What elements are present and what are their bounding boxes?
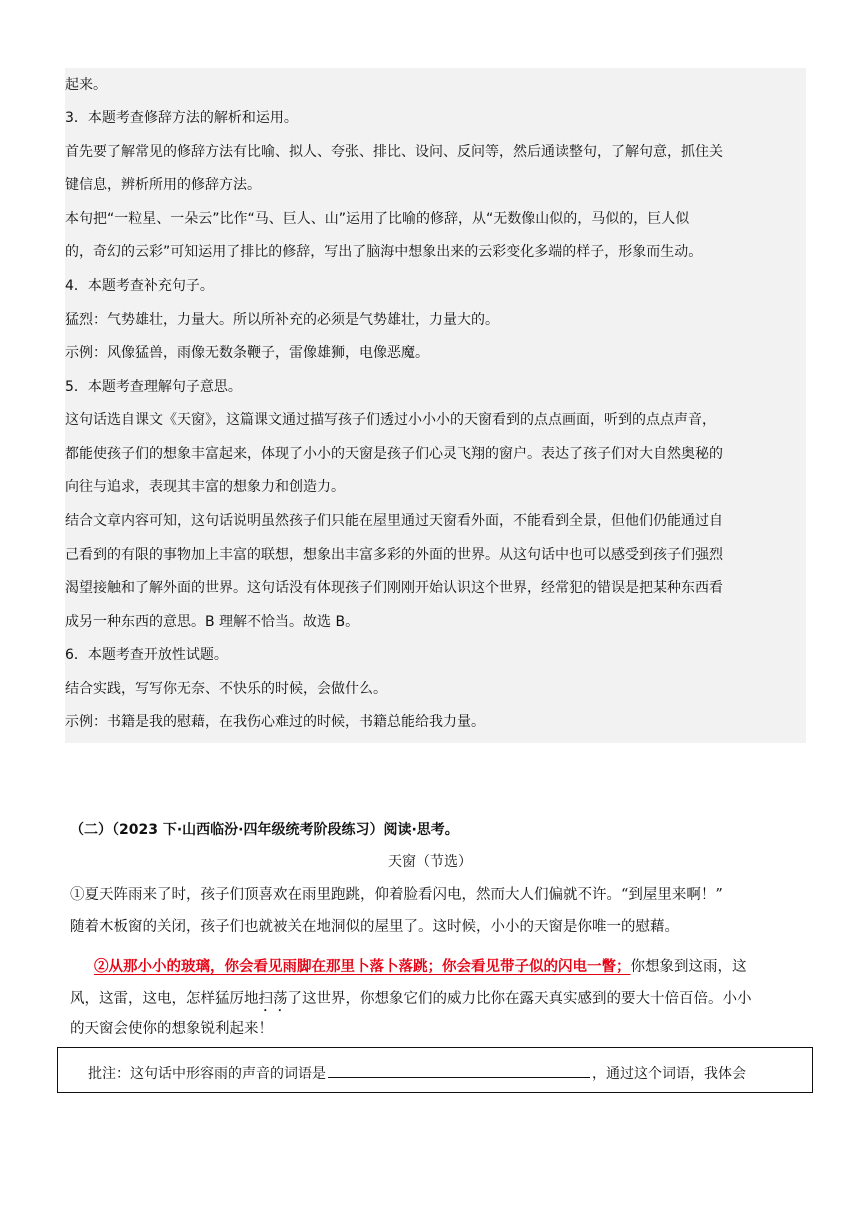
paragraph-2-line-2 bbox=[70, 989, 752, 1015]
answer-line: 首先要了解常见的修辞方法有比喻、拟人、夸张、排比、设问、反问等，然后通读整句，了解句意，抓住关 bbox=[65, 144, 723, 160]
annotation-text bbox=[88, 1061, 746, 1084]
answer-line: 起来。 bbox=[65, 77, 107, 93]
dotted-word: 扫荡 bbox=[258, 991, 288, 1007]
answer-line: 向往与追求，表现其丰富的想象力和创造力。 bbox=[65, 479, 345, 495]
answer-line: 都能使孩子们的想象丰富起来，体现了小小的天窗是孩子们心灵飞翔的窗户。表达了孩子们对大自然奥秘的 bbox=[65, 446, 723, 462]
answer-line: 己看到的有限的事物加上丰富的联想，想象出丰富多彩的外面的世界。从这句话中也可以感受到孩子们强烈 bbox=[65, 547, 723, 563]
answer-explanation-block bbox=[65, 68, 806, 743]
annotation-suffix: ，通过这个词语，我体会 bbox=[592, 1066, 746, 1082]
passage-title: 天窗（节选） bbox=[388, 854, 472, 870]
answer-line: 结合文章内容可知，这句话说明虽然孩子们只能在屋里通过天窗看外面，不能看到全景，但他们仍能通过自 bbox=[65, 513, 723, 529]
paragraph-2-line-2-pre: 风，这雷，这电，怎样猛厉地 bbox=[70, 991, 259, 1007]
paragraph-2-line-1-rest: 你想象到这雨，这 bbox=[630, 959, 747, 975]
annotation-prefix: 批注：这句话中形容雨的声音的词语是 bbox=[88, 1066, 326, 1082]
answer-line: 这句话选自课文《天窗》，这篇课文通过描写孩子们透过小小小的天窗看到的点点画面，听到的点点声音， bbox=[65, 412, 716, 428]
answer-line: 键信息，辨析所用的修辞方法。 bbox=[65, 177, 261, 193]
answer-line: 本句把“一粒星、一朵云”比作“马、巨人、山”运用了比喻的修辞，从“无数像山似的，马似的，巨人似 bbox=[65, 211, 690, 227]
answer-line: 的，奇幻的云彩”可知运用了排比的修辞，写出了脑海中想象出来的云彩变化多端的样子，形象而生动。 bbox=[65, 244, 703, 260]
answer-line: 3．本题考查修辞方法的解析和运用。 bbox=[65, 110, 298, 126]
highlighted-sentence: ②从那小小的玻璃，你会看见雨脚在那里卜落卜落跳；你会看见带子似的闪电一瞥； bbox=[94, 958, 631, 975]
section-heading: （二）（2023 下·山西临汾·四年级统考阶段练习）阅读·思考。 bbox=[70, 822, 459, 838]
paragraph-2-line-1 bbox=[94, 957, 747, 977]
answer-blank[interactable] bbox=[328, 1061, 590, 1078]
answer-line: 4．本题考查补充句子。 bbox=[65, 278, 214, 294]
paragraph-1-line-2: 随着木板窗的关闭，孩子们也就被关在地洞似的屋里了。这时候，小小的天窗是你唯一的慰藉。 bbox=[70, 919, 679, 935]
paragraph-2-line-3: 的天窗会使你的想象锐利起来！ bbox=[70, 1021, 273, 1037]
answer-line: 6．本题考查开放性试题。 bbox=[65, 647, 228, 663]
answer-line: 示例：风像猛兽，雨像无数条鞭子，雷像雄狮，电像恶魔。 bbox=[65, 345, 429, 361]
answer-line: 猛烈：气势雄壮，力量大。所以所补充的必须是气势雄壮，力量大的。 bbox=[65, 312, 499, 328]
annotation-box bbox=[57, 1047, 813, 1093]
answer-line: 成另一种东西的意思。B 理解不恰当。故选 B。 bbox=[65, 614, 360, 630]
paragraph-1-line-1: ①夏天阵雨来了时，孩子们顶喜欢在雨里跑跳，仰着脸看闪电，然而大人们偏就不许。“到屋里来啊！” bbox=[70, 887, 723, 903]
answer-line: 结合实践，写写你无奈、不快乐的时候，会做什么。 bbox=[65, 681, 387, 697]
answer-line: 示例：书籍是我的慰藉，在我伤心难过的时候，书籍总能给我力量。 bbox=[65, 714, 485, 730]
paragraph-2-line-2-post: 了这世界，你想象它们的威力比你在露天真实感到的要大十倍百倍。小小 bbox=[287, 991, 752, 1007]
answer-line: 渴望接触和了解外面的世界。这句话没有体现孩子们刚刚开始认识这个世界，经常犯的错误是把某种东西看 bbox=[65, 580, 723, 596]
answer-line: 5．本题考查理解句子意思。 bbox=[65, 379, 242, 395]
